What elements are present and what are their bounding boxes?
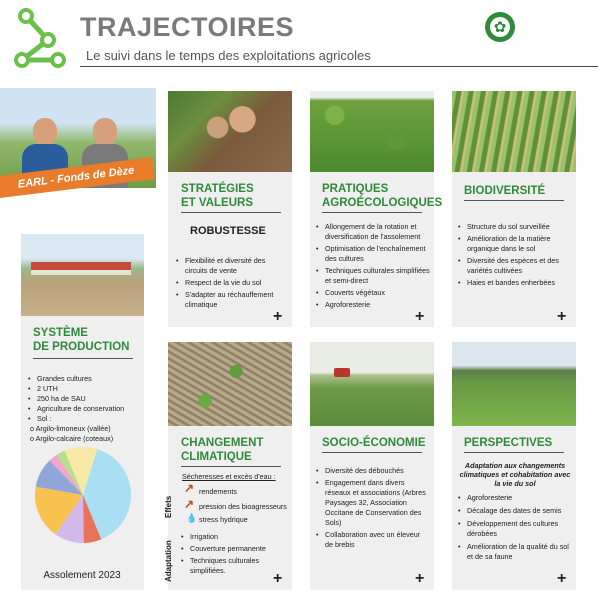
plus-icon[interactable]: + [557, 308, 567, 325]
effect-item: stress hydrique [199, 515, 248, 524]
biodiversite-list [458, 222, 572, 288]
list-item: • Respect de la vie du sol [176, 278, 288, 288]
effect-item: rendements [199, 487, 237, 496]
list-item: • S'adapter au réchauffement climatique [176, 290, 288, 310]
list-item: • Engagement dans divers réseaux et associations (Arbres Paysages 32, Association Occitane de Conservation des Sols) [316, 478, 430, 528]
page-title: TRAJECTOIRES [80, 12, 295, 42]
perspectives-intro: Adaptation aux changements climatiques et cohabitation avec la vie du sol [459, 461, 571, 488]
list-item: • Sol : [28, 414, 140, 424]
effect-item: pression des bioagresseurs [199, 502, 287, 511]
list-item: • 2 UTH [28, 384, 140, 394]
list-item: • Agroforesterie [316, 300, 430, 310]
pratiques-rule [322, 212, 422, 213]
effects-label: Effets [164, 495, 173, 518]
plus-icon[interactable]: + [273, 308, 283, 325]
header-divider [80, 66, 598, 67]
list-item: • Décalage des dates de semis [458, 506, 572, 516]
sun-badge-icon: ✿ [485, 12, 515, 42]
list-item: • Agriculture de conservation [28, 404, 140, 414]
list-item: • Diversité des espèces et des variétés cultivées [458, 256, 572, 276]
changement-title: CHANGEMENT CLIMATIQUE [181, 437, 264, 463]
systeme-rule [33, 358, 133, 359]
plus-icon[interactable]: + [415, 308, 425, 325]
list-item: • Irrigation [181, 532, 289, 542]
list-item: • Optimisation de l'enchaînement des cultures [316, 244, 430, 264]
list-item: • Techniques culturales simplifiées. [181, 556, 289, 576]
plus-icon[interactable]: + [557, 570, 567, 587]
assolement-year-label: Assolement 2023 [43, 570, 121, 581]
network-logo-icon [12, 4, 70, 70]
list-item: • Haies et bandes enherbées [458, 278, 572, 288]
arrow-up-icon: ↗ [184, 497, 195, 511]
list-item: • Flexibilité et diversité des circuits de vente [176, 256, 288, 276]
socio-list [316, 466, 430, 550]
pratiques-list [316, 222, 430, 310]
perspectives-list [458, 493, 572, 562]
systeme-list [28, 374, 140, 424]
list-item: • Couverture permanente [181, 544, 289, 554]
sol-item: o Argilo-limoneux (vallée) [30, 424, 111, 433]
biodiversite-rule [464, 200, 564, 201]
socio-rule [322, 452, 422, 453]
landscape-photo [452, 342, 576, 426]
sol-list [30, 424, 142, 444]
list-item: • Amélioration de la qualité du sol et de sa faune [458, 542, 572, 562]
list-item: • Structure du sol surveillée [458, 222, 572, 232]
adaptation-label: Adaptation [164, 540, 173, 582]
perspectives-rule [464, 452, 564, 453]
list-item: • Couverts végétaux [316, 288, 430, 298]
water-drop-icon: 💧 [186, 513, 198, 523]
sol-item: o Argilo-calcaire (coteaux) [30, 434, 114, 443]
strategies-list [176, 256, 288, 310]
list-item: • Agroforesterie [458, 493, 572, 503]
list-item: • Allongement de la rotation et diversification de l'assolement [316, 222, 430, 242]
socio-title: SOCIO-ÉCONOMIE [322, 437, 426, 449]
changement-rule [181, 466, 281, 467]
assolement-pie-chart [34, 446, 132, 544]
biodiversite-title: BIODIVERSITÉ [464, 185, 546, 197]
crop-field-photo [310, 91, 434, 172]
list-item: • Grandes cultures [28, 374, 140, 384]
systeme-title: SYSTÈME DE PRODUCTION [33, 327, 130, 353]
list-item: • Amélioration de la matière organique dans le sol [458, 234, 572, 254]
soil-hands-photo [168, 91, 292, 172]
list-item: • Collaboration avec un éleveur de brebis [316, 530, 430, 550]
list-item: • Techniques culturales simplifiées et semi-direct [316, 266, 430, 286]
page-subtitle: Le suivi dans le temps des exploitations agricoles [86, 48, 371, 63]
changement-intro: Sécheresses et excès d'eau : [182, 472, 276, 481]
arrow-up-icon: ↗ [184, 481, 195, 495]
farm-name-banner: EARL - Fonds de Dèze [0, 157, 155, 198]
pratiques-title: PRATIQUES AGROÉCOLOGIQUES [322, 183, 443, 209]
strategies-rule [181, 212, 281, 213]
tractor-field-photo [310, 342, 434, 426]
plus-icon[interactable]: + [415, 570, 425, 587]
list-item: • Diversité des débouchés [316, 466, 430, 476]
plus-icon[interactable]: + [273, 570, 283, 587]
list-item: • Développement des cultures dérobées [458, 519, 572, 539]
farm-buildings-photo [21, 234, 144, 316]
seedlings-photo [168, 342, 292, 426]
perspectives-title: PERSPECTIVES [464, 437, 553, 449]
strategies-title: STRATÉGIES ET VALEURS [181, 183, 254, 209]
strategies-keyword: ROBUSTESSE [190, 225, 266, 237]
corn-field-photo [452, 91, 576, 172]
list-item: • 250 ha de SAU [28, 394, 140, 404]
